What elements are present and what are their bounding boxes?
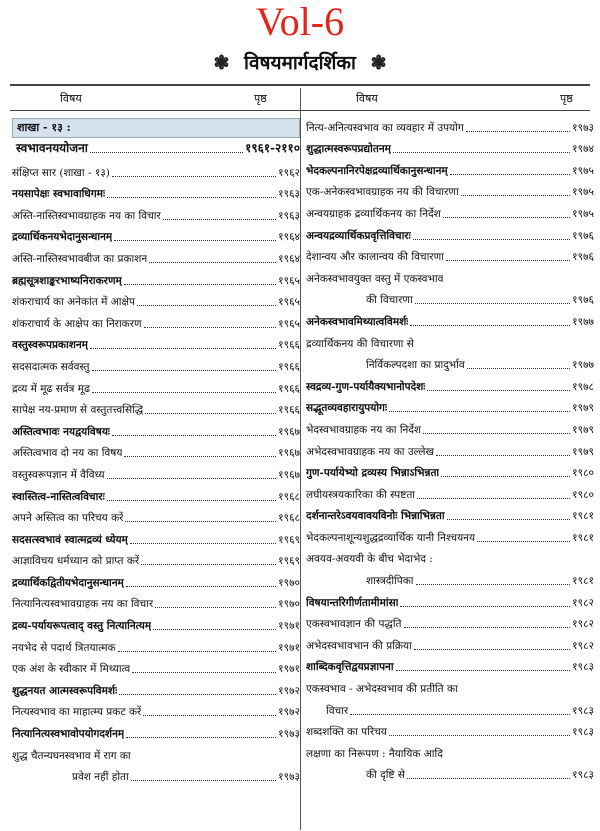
entry-title: शुद्धनयत आत्मस्वरूपविमर्शः — [12, 684, 118, 697]
entry-page: १९७३ — [572, 121, 594, 134]
toc-entry — [12, 352, 300, 374]
leader-dots — [436, 455, 570, 456]
entry-title: शुद्ध चैतन्यघनस्वभाव में राग का — [12, 749, 131, 762]
toc-entry — [306, 545, 594, 567]
entry-title: सदसदात्मक सर्ववस्तु — [12, 360, 90, 373]
entry-title: एक अंश के स्वीकार में मिथ्यात्व — [12, 663, 131, 676]
toc-entry — [12, 374, 300, 396]
toc-entry — [12, 547, 300, 569]
entry-title: वस्तुस्वरूपप्रकाशनम् — [12, 339, 88, 352]
leader-dots — [112, 435, 276, 436]
leader-dots — [443, 217, 570, 218]
entry-page: १९७२ — [278, 684, 300, 697]
toc-entry — [306, 307, 594, 329]
entry-page: १९८१ — [572, 531, 594, 544]
entry-page: १९८२ — [572, 639, 594, 652]
entry-title: स्वास्तित्व-नास्तित्वविचारः — [12, 490, 105, 503]
entry-title: शंकराचार्य का अनेकांत में आक्षेप — [12, 296, 135, 309]
leader-dots — [389, 735, 570, 736]
toc-entry — [306, 351, 594, 373]
entry-title: सद्भूतव्यवहारायुपयोगः — [306, 402, 388, 415]
toc-entry — [306, 739, 594, 761]
right-page-head: पृष्ठ — [560, 92, 573, 105]
leader-dots — [407, 778, 570, 779]
left-column — [12, 112, 300, 830]
toc-entry — [12, 482, 300, 504]
leader-dots — [145, 413, 276, 414]
entry-page: १९७५ — [572, 207, 594, 220]
entry-page: १९८३ — [572, 661, 594, 674]
toc-entry — [12, 439, 300, 461]
entry-title: अस्तित्वभाव दो नय का विषय — [12, 447, 123, 460]
leader-dots — [446, 260, 570, 261]
entry-page: १९६५ — [278, 296, 300, 309]
entry-title: एक-अनेकस्वभावग्राहक नय की विचारणा — [306, 186, 459, 199]
toc-entry — [12, 460, 300, 482]
entry-page: १९७० — [278, 598, 300, 611]
leader-dots — [92, 392, 276, 393]
entry-title: गुण-पर्यायेभ्यो द्रव्यस्य भिन्नाऽभिन्नता — [306, 467, 440, 480]
toc-entry — [306, 178, 594, 200]
entry-page: १९६५ — [278, 317, 300, 330]
toc-entry — [306, 502, 594, 524]
leader-dots — [400, 606, 570, 607]
entry-title: अन्वयग्राहक द्रव्यार्थिकनय का निर्देश — [306, 207, 441, 220]
toc-entry — [12, 331, 300, 353]
toc-entry — [12, 396, 300, 418]
entry-page: १९६६ — [278, 382, 300, 395]
toc-entry — [12, 763, 300, 785]
toc-entry — [306, 243, 594, 265]
entry-page: १९७९ — [572, 402, 594, 415]
entry-title: शुद्धात्मस्वरूपप्रद्योतनम् — [306, 143, 391, 156]
entry-page: १९८३ — [572, 726, 594, 739]
entry-title: की दृष्टि से — [366, 769, 405, 782]
entry-page: १९७४ — [572, 143, 594, 156]
entry-title: आज्ञाविचय धर्मध्यान को प्राप्त करें — [12, 555, 140, 568]
leader-dots — [143, 715, 276, 716]
top-rule — [10, 84, 590, 86]
entry-title: भेदकल्पनानिरपेक्षद्रव्यार्थिकानुसन्धानम् — [306, 164, 448, 177]
left-page-head: पृष्ठ — [254, 92, 267, 105]
entry-title: एकस्वभाव - अभेदस्वभाव की प्रतीति का — [306, 683, 458, 696]
leader-dots — [137, 305, 276, 306]
entry-page: १९८० — [572, 488, 594, 501]
entry-page: १९७१ — [278, 641, 300, 654]
entry-page: १९६७ — [278, 447, 300, 460]
entry-page: १९६९ — [278, 533, 300, 546]
entry-page: १९७५ — [572, 186, 594, 199]
toc-entry — [306, 437, 594, 459]
section-label: शाखा - १३ : — [12, 118, 300, 138]
entry-page: १९६६ — [278, 339, 300, 352]
entry-title: सदसत्स्वभावं स्वात्मद्रव्यं ध्येयम् — [12, 533, 128, 546]
entry-title: एकस्वभावज्ञान की पद्धति — [306, 618, 402, 631]
toc-entry — [12, 244, 300, 266]
entry-page: १९६३ — [278, 209, 300, 222]
entry-title: दर्शनान्तरेऽवयवावयविनोः भिन्नाभिन्नता — [306, 510, 445, 523]
entry-page: १९७९ — [572, 445, 594, 458]
toc-entry — [306, 221, 594, 243]
entry-title: शंकराचार्य के आक्षेप का निराकरण — [12, 317, 142, 330]
toc-entry — [306, 156, 594, 178]
entry-page: १९८२ — [572, 596, 594, 609]
leader-dots — [125, 521, 276, 522]
entry-title: लघीयस्त्रयकारिका की स्पष्टता — [306, 488, 416, 501]
title-text: विषयमार्गदर्शिका — [244, 52, 356, 74]
toc-entry — [12, 158, 300, 180]
entry-title: संक्षिप्त सार (शाखा - १३) — [12, 166, 110, 179]
entry-page: १९६७ — [278, 468, 300, 481]
entry-title: विषयान्तरिगीर्णतामीमांसा — [306, 596, 399, 609]
entry-title: द्रव्यार्थिकनय की विचारणा से — [306, 337, 414, 350]
toc-entry — [306, 610, 594, 632]
entry-title: लक्षणा का निरूपण : नैयायिक आदि — [306, 747, 443, 760]
leader-dots — [92, 370, 277, 371]
toc-entry — [306, 264, 594, 286]
entry-title: द्रव्यार्थिकद्वितीयभेदानुसन्धानम् — [12, 576, 124, 589]
flower-icon: ❃ — [213, 52, 230, 74]
entry-title: नित्यस्वभाव का माहात्म्य प्रकट करें — [12, 706, 142, 719]
entry-page: १९६६ — [278, 360, 300, 373]
leader-dots — [141, 564, 276, 565]
leader-dots — [410, 325, 570, 326]
entry-title: अस्ति-नास्तिस्वभावग्राहक नय का विचार — [12, 209, 161, 222]
toc-entry — [12, 676, 300, 698]
entry-page: १९७७ — [572, 315, 594, 328]
section-heading — [12, 138, 300, 158]
leader-dots — [393, 152, 570, 153]
section-pages: १९६१-२११० — [245, 141, 300, 155]
toc-entry — [306, 588, 594, 610]
toc-entry — [306, 674, 594, 696]
entry-page: १९८१ — [572, 510, 594, 523]
toc-entry — [12, 180, 300, 202]
entry-title: की विचारणा — [366, 294, 413, 307]
leader-dots — [389, 411, 570, 412]
leader-dots — [413, 239, 570, 240]
leader-dots — [144, 327, 277, 328]
entry-page: १९७१ — [278, 620, 300, 633]
entry-title: अनेकस्वभावयुक्त वस्तु में एकस्वभाव — [306, 272, 444, 285]
toc-entry — [12, 633, 300, 655]
entry-title: निर्विकल्पदशा का प्रादुर्भाव — [366, 359, 465, 372]
leader-dots — [124, 284, 276, 285]
entry-title: ब्रह्मसूत्रशाङ्करभाष्यनिराकरणम् — [12, 274, 122, 287]
entry-title: द्रव्य-पर्यायरूपत्वाद् वस्तु नित्यानित्यम् — [12, 620, 152, 633]
entry-title: शाब्दिकवृत्तिद्वयप्रज्ञापना — [306, 661, 394, 674]
leader-dots — [441, 476, 570, 477]
entry-page: १९७८ — [572, 380, 594, 393]
entry-page: १९६९ — [278, 555, 300, 568]
entry-title: अभेदस्वभावभान की प्रक्रिया — [306, 639, 412, 652]
leader-dots — [132, 672, 276, 673]
entry-page: १९६८ — [278, 490, 300, 503]
leader-dots — [414, 649, 570, 650]
leader-dots — [153, 629, 276, 630]
column-divider — [300, 88, 301, 830]
entry-page: १९७३ — [278, 728, 300, 741]
leader-dots — [119, 694, 276, 695]
toc-entry — [306, 631, 594, 653]
toc-entry — [12, 417, 300, 439]
left-subject-head: विषय — [60, 92, 82, 105]
entry-page: १९७६ — [572, 251, 594, 264]
leader-dots — [416, 584, 571, 585]
toc-entry — [306, 523, 594, 545]
leader-dots — [155, 607, 276, 608]
entry-title: नित्य-अनित्यस्वभाव का व्यवहार में उपयोग — [306, 121, 464, 134]
entry-title: अस्तित्वभावः नयद्वयविषयः — [12, 425, 111, 438]
entry-page: १९६४ — [278, 252, 300, 265]
entry-title: देशान्वय और कालान्वय की विचारणा — [306, 251, 444, 264]
toc-entry — [306, 113, 594, 135]
flower-icon: ❃ — [370, 52, 387, 74]
toc-entry — [306, 718, 594, 740]
entry-page: १९७३ — [278, 771, 300, 784]
entry-title: अनेकस्वभावमिथ्यात्वविमर्शः — [306, 315, 409, 328]
toc-entry — [12, 201, 300, 223]
leader-dots — [126, 737, 276, 738]
leader-dots — [467, 368, 570, 369]
entry-title: स्वद्रव्य-गुण-पर्यायैक्यभानोपदेशः — [306, 380, 426, 393]
leader-dots — [396, 670, 571, 671]
entry-page: १९७२ — [278, 706, 300, 719]
toc-entry — [12, 611, 300, 633]
entry-page: १९६२ — [278, 166, 300, 179]
toc-entry — [12, 223, 300, 245]
entry-page: १९७६ — [572, 294, 594, 307]
entry-page: १९७७ — [572, 359, 594, 372]
entry-page: १९६६ — [278, 404, 300, 417]
leader-dots — [107, 500, 276, 501]
entry-title: नयसापेक्षः स्वभावाधिगमः — [12, 188, 106, 201]
entry-page: १९८१ — [572, 575, 594, 588]
leader-dots — [427, 390, 570, 391]
entry-title: अस्ति-नास्तिस्वभावबीज का प्रकाशन — [12, 252, 148, 265]
toc-entry — [306, 394, 594, 416]
leader-dots — [107, 197, 276, 198]
toc-entry — [306, 286, 594, 308]
entry-page: १९८३ — [572, 769, 594, 782]
entry-title: सापेक्ष नय-प्रमाण से वस्तुतत्त्वसिद्धि — [12, 404, 144, 417]
leader-dots — [415, 303, 570, 304]
leader-dots — [130, 543, 276, 544]
entry-page: १९६४ — [278, 231, 300, 244]
entry-page: १९६५ — [278, 274, 300, 287]
toc-entry — [12, 568, 300, 590]
entry-title: विचार — [326, 704, 349, 717]
entry-page: १९६३ — [278, 188, 300, 201]
leader-dots — [477, 541, 570, 542]
leader-dots — [112, 176, 276, 177]
entry-page: १९७० — [278, 576, 300, 589]
leader-dots — [404, 627, 571, 628]
leader-dots — [131, 780, 276, 781]
entry-page: १९६८ — [278, 512, 300, 525]
leader-dots — [149, 262, 276, 263]
toc-entry — [306, 566, 594, 588]
leader-dots — [461, 195, 570, 196]
toc-entry — [12, 504, 300, 526]
leader-dots — [423, 433, 570, 434]
entry-page: १९६७ — [278, 425, 300, 438]
leader-dots — [90, 348, 276, 349]
leader-dots — [126, 586, 276, 587]
toc-entry — [12, 655, 300, 677]
entry-title: भेदकल्पनाशून्यशुद्धद्रव्यार्थिक यानी निश्चयनय — [306, 531, 476, 544]
toc-entry — [306, 459, 594, 481]
leader-dots — [417, 498, 570, 499]
entry-title: अपने अस्तित्व का परिचय करें — [12, 512, 124, 525]
entry-title: शास्त्रदीपिका — [366, 575, 414, 588]
toc-entry — [12, 266, 300, 288]
toc-entry — [12, 309, 300, 331]
leader-dots — [163, 219, 276, 220]
leader-dots — [450, 174, 570, 175]
entry-title: भेदस्वभावग्राहक नय का निर्देश — [306, 423, 422, 436]
entry-page: १९७१ — [278, 663, 300, 676]
entry-title: द्रव्य में मूढ सर्वत्र मूढ — [12, 382, 90, 395]
toc-entry — [12, 741, 300, 763]
volume-label: Vol-6 — [255, 0, 345, 44]
entry-title: प्रवेश नहीं होता — [72, 771, 129, 784]
toc-entry — [306, 761, 594, 783]
leader-dots — [114, 240, 276, 241]
toc-entry — [306, 415, 594, 437]
toc-entry — [12, 590, 300, 612]
entry-title: अन्वयद्रव्यार्थिकप्रवृत्तिविचारः — [306, 229, 411, 242]
toc-entry — [306, 653, 594, 675]
entry-title: अवयव-अवयवी के बीच भेदाभेद : — [306, 553, 433, 566]
toc-entry — [12, 719, 300, 741]
toc-entry — [306, 480, 594, 502]
right-subject-head: विषय — [356, 92, 378, 105]
entry-title: अभेदस्वभावग्राहक नय का उल्लेख — [306, 445, 435, 458]
entry-title: नित्यानित्यस्वभावग्राहक नय का विचार — [12, 598, 154, 611]
leader-dots — [124, 456, 276, 457]
entry-title: शब्दशक्ति का परिचय — [306, 726, 387, 739]
leader-dots — [447, 519, 571, 520]
entry-title: नयभेद से पदार्थ त्रितयात्मक — [12, 641, 116, 654]
toc-entry — [306, 372, 594, 394]
toc-entry — [12, 288, 300, 310]
toc-entry — [306, 696, 594, 718]
entry-page: १९८३ — [572, 704, 594, 717]
entry-page: १९७६ — [572, 229, 594, 242]
entry-page: १९७५ — [572, 164, 594, 177]
toc-entry — [306, 199, 594, 221]
toc-entry — [12, 525, 300, 547]
leader-dots — [466, 131, 570, 132]
leader-dots — [118, 651, 277, 652]
toc-entry — [12, 698, 300, 720]
entry-title: नित्यानित्यस्वभावोपयोगदर्शनम् — [12, 728, 125, 741]
toc-entry — [306, 329, 594, 351]
entry-title: वस्तुस्वरूपज्ञान में वैविध्य — [12, 468, 105, 481]
right-column — [306, 113, 594, 831]
entry-title: द्रव्यार्थिकनयभेदानुसन्धानम् — [12, 231, 113, 244]
entry-page: १९८० — [572, 467, 594, 480]
leader-dots — [107, 478, 277, 479]
section-title: स्वभावनययोजना — [16, 141, 88, 155]
leader-dots — [350, 714, 570, 715]
toc-entry — [306, 135, 594, 157]
page-title — [0, 50, 600, 76]
entry-page: १९८२ — [572, 618, 594, 631]
entry-page: १९७९ — [572, 423, 594, 436]
